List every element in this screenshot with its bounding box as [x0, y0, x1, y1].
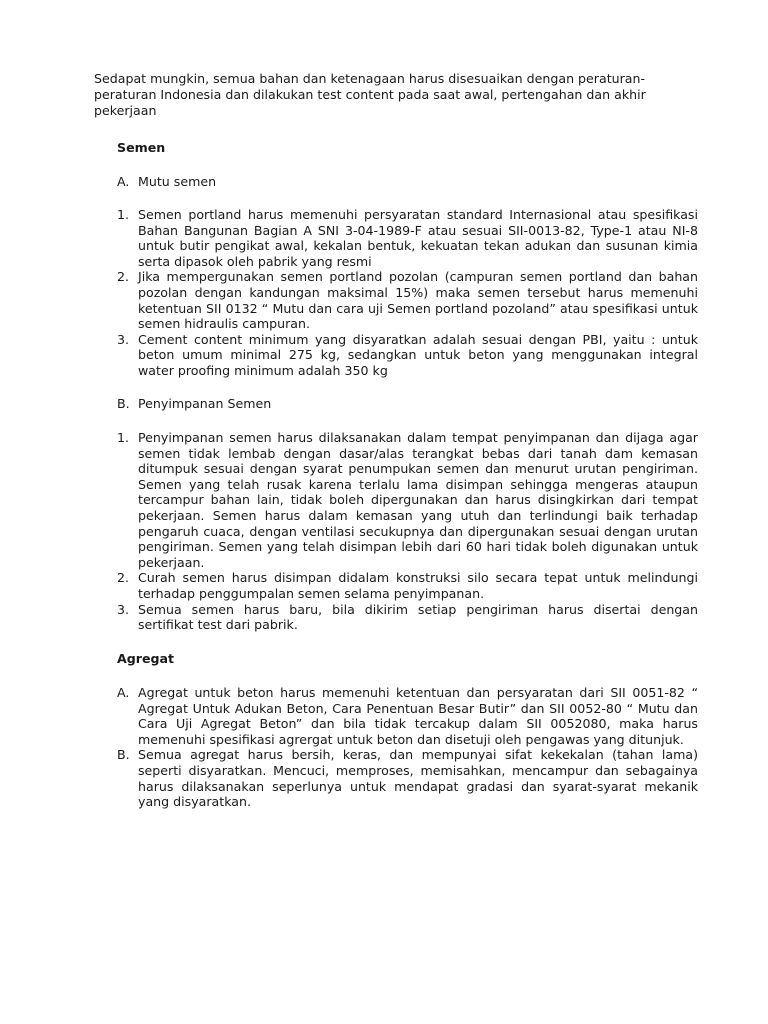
list-item	[117, 332, 698, 379]
list-item-text: Cement content minimum yang disyaratkan adalah sesuai dengan PBI, yaitu : untuk beton umum minimal 275 kg, sedangkan untuk beton yang menggunakan integral water proofing minimum adalah 350 kg	[138, 331, 698, 378]
list-item	[117, 430, 698, 570]
list-item-text: Semua agregat harus bersih, keras, dan mempunyai sifat kekekalan (tahan lama) seperti disyaratkan. Mencuci, memproses, memisahkan, mencampur dan sebagainya harus dilaksanakan seperlunya untuk mendapat gradasi dan syarat-syarat mekanik yang disyaratkan.	[138, 747, 698, 810]
list-item-text: Curah semen harus disimpan didalam konstruksi silo secara tepat untuk melindungi terhadap penggumpalan semen selama penyimpanan.	[138, 570, 698, 601]
list-marker: 3.	[117, 331, 130, 347]
list-item	[117, 602, 698, 633]
penyimpanan-semen-list	[117, 430, 698, 633]
agregat-list	[117, 685, 698, 810]
list-item-text: Semen portland harus memenuhi persyaratan standard Internasional atau spesifikasi Bahan Bangunan Bagian A SNI 3-04-1989-F atau sesuai SII-0013-82, Type-1 atau NI-8 untuk butir pengikat awal, kekalan bentuk, kekuatan tekan adukan dan susunan kimia serta dipasok oleh pabrik yang resmi	[138, 207, 698, 269]
list-item-text: Semua semen harus baru, bila dikirim setiap pengiriman harus disertai dengan sertifikat test dari pabrik.	[138, 601, 698, 633]
intro-paragraph: Sedapat mungkin, semua bahan dan ketenagaan harus disesuaikan dengan peraturan-peraturan Indonesia dan dilakukan test content pada saat awal, pertengahan dan akhir pekerjaan	[94, 71, 646, 118]
list-item	[117, 747, 698, 809]
subsection-title: Penyimpanan Semen	[138, 396, 272, 411]
list-marker: 1.	[117, 207, 130, 222]
list-item-text: Penyimpanan semen harus dilaksanakan dalam tempat penyimpanan dan dijaga agar semen tidak lembab dengan dasar/alas terangkat bebas dari tanah dam kemasan ditumpuk sesuai dengan syarat penumpukan semen dan menurut urutan pengiriman. Semen yang telah rusak karena terlalu lama disimpan sehingga mengeras ataupun tercampur bahan lain, tidak boleh dipergunakan dan harus disingkirkan dari tempat pekerjaan. Semen harus dalam kemasan yang utuh dan terlindungi baik terhadap pengaruh cuaca, dengan ventilasi secukupnya dan dipergunakan sesuai dengan urutan pengiriman. Semen yang telah disimpan lebih dari 60 hari tidak boleh digunakan untuk pekerjaan.	[138, 430, 698, 570]
list-marker: B.	[117, 747, 130, 763]
subsection-mutu-semen	[117, 174, 216, 190]
list-marker: 2.	[117, 570, 130, 586]
list-item	[117, 269, 698, 331]
subsection-title: Mutu semen	[138, 174, 217, 189]
list-marker: 2.	[117, 269, 130, 285]
section-heading-semen: Semen	[117, 140, 166, 155]
list-item-text: Jika mempergunakan semen portland pozolan (campuran semen portland dan bahan pozolan dengan kandungan maksimal 15%) maka semen tersebut harus memenuhi ketentuan SII 0132 “ Mutu dan cara uji Semen portland pozoland” atau spesifikasi untuk semen hidraulis campuran.	[138, 269, 698, 332]
section-heading-agregat: Agregat	[117, 651, 175, 666]
list-marker: 3.	[117, 601, 130, 617]
list-marker: A.	[117, 685, 130, 700]
list-item	[117, 207, 698, 269]
list-item	[117, 685, 698, 747]
list-item	[117, 570, 698, 601]
subsection-marker: B.	[117, 396, 130, 411]
mutu-semen-list	[117, 207, 698, 379]
list-marker: 1.	[117, 430, 130, 445]
list-item-text: Agregat untuk beton harus memenuhi ketentuan dan persyaratan dari SII 0051-82 “ Agregat Untuk Adukan Beton, Cara Penentuan Besar Butir” dan SII 0052-80 “ Mutu dan Cara Uji Agregat Beton” dan bila tidak tercakup dalam SII 0052080, maka harus memenuhi spesifikasi agrergat untuk beton dan disetuji oleh pengawas yang ditunjuk.	[138, 685, 698, 747]
subsection-penyimpanan-semen	[117, 396, 271, 412]
subsection-marker: A.	[117, 174, 130, 189]
